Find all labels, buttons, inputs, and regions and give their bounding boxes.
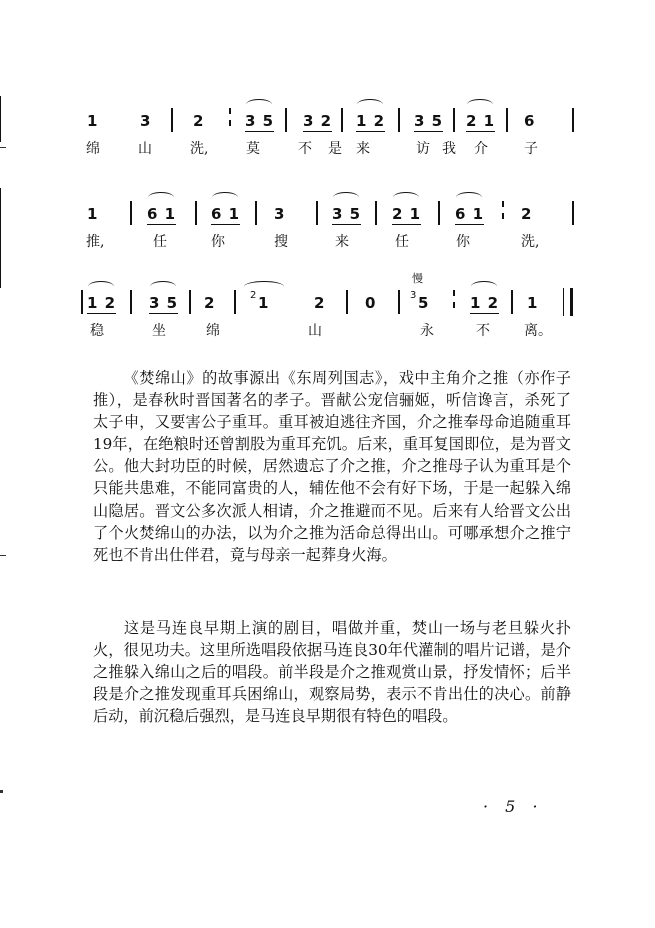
bar-line	[398, 290, 400, 314]
note: 5	[418, 294, 430, 312]
lyric: 访我	[416, 141, 468, 157]
bar-line	[234, 290, 236, 314]
lyric: 离。	[524, 323, 552, 339]
bar-line	[438, 201, 440, 225]
note: 3 5	[245, 112, 275, 130]
slur	[88, 281, 114, 292]
body-paragraph-1	[93, 367, 571, 566]
lyric: 介	[474, 141, 488, 157]
note: 1	[87, 112, 99, 130]
note: 0	[365, 294, 377, 312]
bar-line	[285, 108, 287, 132]
note: 1	[527, 294, 539, 312]
note: 2	[193, 112, 205, 130]
bar-line	[130, 201, 132, 225]
bar-line	[341, 108, 343, 132]
note: 1	[87, 205, 99, 223]
lyric: 任	[395, 234, 409, 250]
bar-line	[130, 290, 132, 314]
lyrics-row	[0, 231, 655, 251]
note: 3	[274, 205, 286, 223]
bar-line	[195, 201, 197, 225]
grace-note: 3	[410, 290, 417, 301]
lyric: 莫	[246, 141, 260, 157]
bar-line	[572, 108, 574, 132]
note: 6 1	[147, 205, 177, 223]
lyric: 来	[356, 141, 370, 157]
bar-line	[502, 213, 504, 219]
lyric: 山	[138, 141, 152, 157]
note: 3 5	[149, 294, 179, 312]
paragraph-text: 《焚绵山》的故事源出《东周列国志》，戏中主角介之推（亦作子推），是春秋时晋国著名的孝子。晋献公宠信骊姬，听信谗言，杀死了太子申，又要害公子重耳。重耳被迫逃往齐国，介之推奉母命追随重耳19年，在绝粮时还曾割股为重耳充饥。后来，重耳复国即位，是为晋文公。他大封功臣的时候，居然遗忘了介之推，介之推母子认为重耳是个只能共患难，不能同富贵的人，辅佐他不会有好下场，于是一起躲入绵山隐居。晋文公多次派人相请，介之推避而不见。后来有人给晋文公出了个火焚绵山的办法，以为介之推为活命总得出山。可哪承想介之推宁死也不肯出仕伴君，竟与母亲一起葬身火海。	[93, 369, 571, 564]
bar-line	[511, 290, 513, 314]
slur	[150, 281, 176, 292]
slur	[456, 192, 482, 203]
slur	[148, 192, 174, 203]
slur	[212, 192, 238, 203]
lyric: 推,	[86, 234, 105, 250]
bar-line	[375, 201, 377, 225]
lyric: 永	[420, 323, 434, 339]
bar-line	[346, 290, 348, 314]
tempo-mark: 慢	[412, 272, 423, 285]
bar-line	[316, 201, 318, 225]
note: 3 2	[303, 112, 333, 130]
note: 3 5	[414, 112, 444, 130]
bar-line	[255, 201, 257, 225]
lyric: 任	[153, 234, 167, 250]
bar-line	[398, 108, 400, 132]
grace-note: 2	[250, 290, 257, 301]
lyric: 绵	[86, 141, 100, 157]
bar-line	[229, 120, 231, 126]
lyric: 来	[335, 234, 349, 250]
lyric: 洗,	[521, 234, 540, 250]
note: 2	[314, 294, 326, 312]
lyrics-row	[0, 320, 655, 340]
bar-line	[81, 290, 83, 314]
note: 6 1	[455, 205, 485, 223]
lyric: 你	[211, 234, 225, 250]
bar-line	[453, 302, 455, 308]
note: 6	[524, 112, 536, 130]
page-number: · 5 ·	[483, 797, 544, 816]
note: 1 2	[356, 112, 386, 130]
lyric: 绵	[206, 323, 220, 339]
note: 2 1	[466, 112, 496, 130]
note: 3 5	[332, 205, 362, 223]
lyric: 子	[524, 141, 538, 157]
bar-line	[453, 290, 455, 296]
note: 1 2	[470, 294, 500, 312]
body-paragraph-2	[93, 617, 571, 727]
slur	[333, 192, 359, 203]
lyric: 搜	[274, 234, 288, 250]
note: 2	[521, 205, 533, 223]
lyric: 稳	[90, 323, 104, 339]
lyric: 坐	[152, 323, 166, 339]
notation-row	[0, 108, 655, 134]
slur	[246, 99, 272, 110]
bar-line	[453, 108, 455, 132]
bar-line	[171, 108, 173, 132]
slur	[393, 192, 419, 203]
bar-line	[189, 290, 191, 314]
lyric: 不	[476, 323, 490, 339]
bar-line	[572, 201, 574, 225]
margin-tick	[0, 790, 3, 793]
bar-line	[229, 108, 231, 114]
final-bar-line	[563, 288, 573, 316]
note: 2	[204, 294, 216, 312]
note: 1	[258, 294, 270, 312]
lyrics-row	[0, 138, 655, 158]
margin-tick	[0, 555, 6, 556]
notation-row	[0, 290, 655, 316]
lyric: 你	[456, 234, 470, 250]
bar-line	[506, 108, 508, 132]
slur	[357, 99, 383, 110]
lyric: 不是	[298, 141, 358, 157]
slur	[471, 281, 497, 292]
lyric: 山	[308, 323, 322, 339]
lyric: 洗,	[190, 141, 209, 157]
paragraph-text: 这是马连良早期上演的剧目，唱做并重，焚山一场与老旦躲火扑火，很见功夫。这里所选唱段依据马连良30年代灌制的唱片记谱，是介之推躲入绵山之后的唱段。前半段是介之推观赏山景，抒发情怀；后半段是介之推发现重耳兵困绵山，观察局势，表示不肯出仕的决心。前静后动，前沉稳后强烈，是马连良早期很有特色的唱段。	[93, 619, 571, 726]
note: 3	[140, 112, 152, 130]
bar-line	[502, 201, 504, 207]
notation-row	[0, 201, 655, 227]
note: 6 1	[211, 205, 241, 223]
note: 1 2	[87, 294, 117, 312]
slur	[467, 99, 493, 110]
note: 2 1	[392, 205, 422, 223]
